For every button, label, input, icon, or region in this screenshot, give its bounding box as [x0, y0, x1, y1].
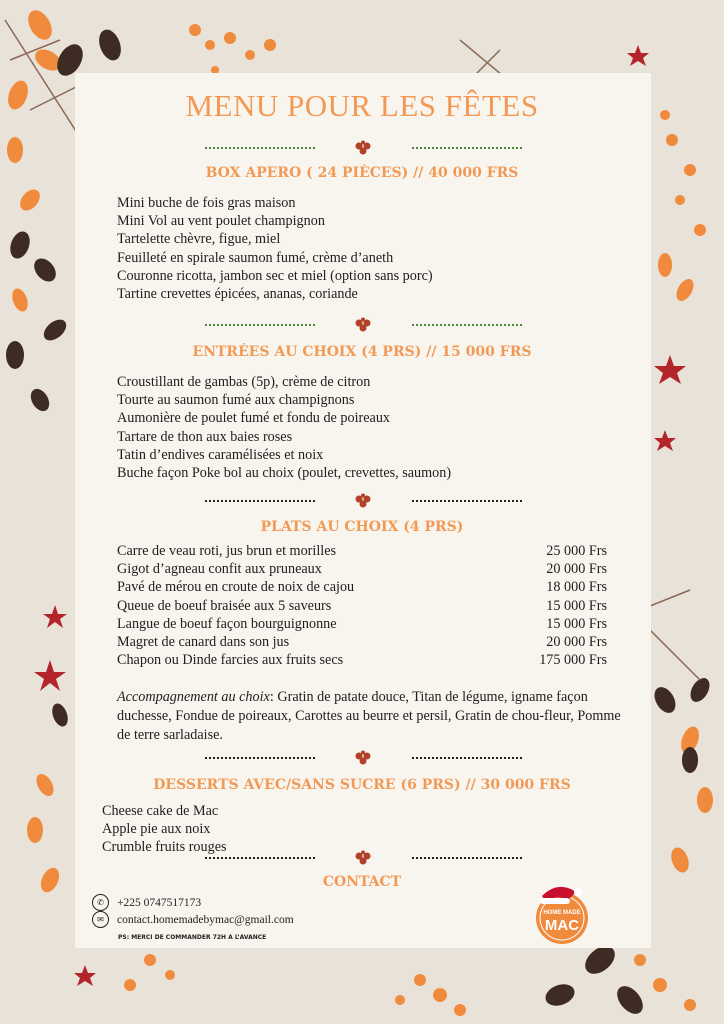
berry-cluster-icon [352, 493, 374, 508]
dish-name: Pavé de mérou en croute de noix de cajou [117, 579, 355, 596]
plats-list [117, 542, 607, 669]
list-item: Croustillant de gambas (5p), crème de citron [117, 374, 371, 390]
berry-cluster-icon [352, 317, 374, 332]
email-icon: ✉ [92, 911, 109, 928]
desserts-heading: DESSERTS AVEC/SANS SUCRE (6 PRS) // 30 000 FRS [153, 777, 571, 793]
email-row [92, 911, 294, 928]
dish-price: 20 000 Frs [546, 561, 607, 578]
list-item: Mini buche de fois gras maison [117, 195, 296, 211]
list-item [117, 578, 607, 596]
section-divider [205, 140, 522, 154]
plats-heading: PLATS AU CHOIX (4 PRS) [260, 519, 464, 535]
logo-line1: HOME MADE [543, 910, 581, 916]
dish-name: Gigot d’agneau confit aux pruneaux [117, 561, 322, 578]
list-item: Buche façon Poke bol au choix (poulet, crevettes, saumon) [117, 465, 452, 482]
home-made-mac-logo [528, 880, 596, 946]
list-item: Crumble fruits rouges [102, 839, 227, 856]
list-item: Aumonière de poulet fumé et fondu de poireaux [117, 410, 391, 427]
contact-heading: CONTACT [322, 874, 402, 890]
list-item: Tartare de thon aux baies roses [117, 428, 293, 445]
list-item: Couronne ricotta, jambon sec et miel (option sans porc) [117, 267, 433, 284]
list-item [117, 542, 607, 560]
list-item: Tatin d’endives caramélisées et noix [117, 446, 324, 463]
email-address[interactable]: contact.homemadebymac@gmail.com [117, 913, 294, 926]
dish-price: 15 000 Frs [546, 615, 607, 632]
list-item [117, 560, 607, 578]
list-item: Cheese cake de Mac [102, 803, 219, 819]
order-note: PS: MERCI DE COMMANDER 72H A L’AVANCE [118, 934, 267, 941]
phone-icon: ✆ [92, 894, 109, 911]
dish-price: 175 000 Frs [539, 652, 607, 669]
dish-name: Langue de boeuf façon bourguignonne [117, 615, 337, 632]
box-heading: BOX APERO ( 24 PIÈCES) // 40 000 FRS [205, 165, 519, 181]
section-divider [205, 317, 522, 331]
dish-name: Carre de veau roti, jus brun et morilles [117, 543, 337, 559]
list-item: Tartine crevettes épicées, ananas, coriande [117, 286, 358, 303]
dish-name: Chapon ou Dinde farcies aux fruits secs [117, 652, 344, 669]
entrees-list [117, 373, 451, 482]
logo-line2: MAC [544, 917, 580, 934]
box-list [117, 194, 433, 303]
list-item: Feuilleté en spirale saumon fumé, crème d’aneth [117, 249, 394, 266]
dish-name: Queue de boeuf braisée aux 5 saveurs [117, 597, 332, 614]
dish-price: 18 000 Frs [546, 579, 607, 596]
entrees-heading: ENTRÉES AU CHOIX (4 PRS) // 15 000 FRS [192, 344, 532, 360]
dish-price: 20 000 Frs [546, 634, 607, 651]
accompaniment-label: Accompagnement au choix [117, 689, 270, 705]
list-item: Tourte au saumon fumé aux champignons [117, 392, 355, 409]
list-item [117, 597, 607, 615]
dish-price: 25 000 Frs [546, 543, 607, 559]
list-item: Apple pie aux noix [102, 821, 211, 838]
list-item [117, 615, 607, 633]
section-divider [205, 850, 522, 864]
phone-number[interactable]: +225 0747517173 [117, 896, 202, 909]
list-item [117, 651, 607, 669]
berry-cluster-icon [352, 140, 374, 155]
berry-cluster-icon [352, 850, 374, 865]
desserts-list [102, 802, 227, 857]
list-item: Mini Vol au vent poulet champignon [117, 213, 325, 230]
accompaniment-note [117, 688, 637, 745]
berry-cluster-icon [352, 750, 374, 765]
page-title: MENU POUR LES FÊTES [185, 88, 539, 123]
section-divider [205, 750, 522, 764]
phone-row [92, 894, 201, 911]
dish-name: Magret de canard dans son jus [117, 634, 290, 651]
list-item [117, 633, 607, 651]
accompaniment-text: : Gratin de patate douce, Titan de légume, igname façon duchesse, Fondue de poireaux, Carottes au beurre et persil, Gratin de chou-fleur, Pomme de terre sarladaise. [117, 689, 621, 743]
dish-price: 15 000 Frs [546, 597, 607, 614]
section-divider [205, 493, 522, 507]
list-item: Tartelette chèvre, figue, miel [117, 231, 281, 248]
